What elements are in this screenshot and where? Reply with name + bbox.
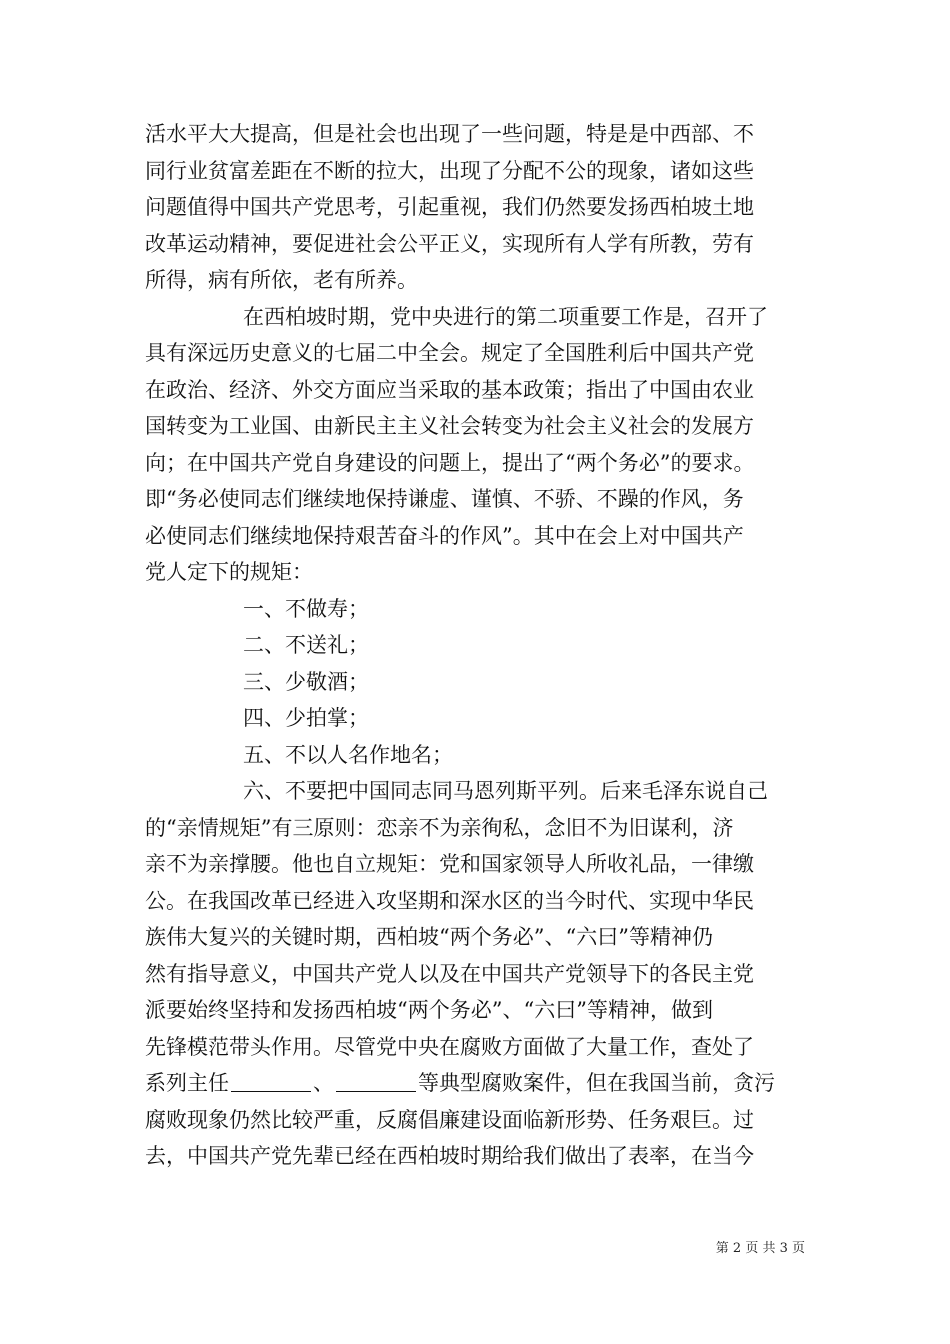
rule-item: 三、少敬酒； bbox=[243, 669, 369, 694]
rule-item: 五、不以人名作地名； bbox=[243, 742, 453, 767]
text-line: 在西柏坡时期，党中央进行的第二项重要工作是，召开了 bbox=[243, 304, 768, 329]
paragraph-3 bbox=[145, 773, 807, 1175]
document-body bbox=[145, 116, 807, 1175]
text-line-with-blanks bbox=[145, 1065, 807, 1102]
rule-item: 二、不送礼； bbox=[243, 633, 369, 657]
fill-in-blank bbox=[336, 1069, 416, 1092]
text-line: 即“务必使同志们继续地保持谦虚、谨慎、不骄、不躁的作风，务 bbox=[145, 487, 744, 511]
text-line: 腐败现象仍然比较严重，反腐倡廉建设面临新形势、任务艰巨。过 bbox=[145, 1107, 754, 1132]
rule-item: 一、不做寿； bbox=[243, 596, 369, 621]
text-line: 亲不为亲撑腰。他也自立规矩：党和国家领导人所收礼品，一律缴 bbox=[145, 852, 754, 876]
paragraph-2 bbox=[145, 299, 807, 591]
text-line: 党人定下的规矩： bbox=[145, 560, 313, 584]
rules-list bbox=[145, 591, 807, 774]
page-number-footer: 第 2 页 共 3 页 bbox=[715, 1241, 805, 1256]
text-line: 公。在我国改革已经进入攻坚期和深水区的当今时代、实现中华民 bbox=[145, 888, 754, 913]
text-line: 改革运动精神，要促进社会公平正义，实现所有人学有所教，劳有 bbox=[145, 231, 754, 256]
text-line: 六、不要把中国同志同马恩列斯平列。后来毛泽东说自己 bbox=[243, 779, 768, 803]
text-line: 同行业贫富差距在不断的拉大，出现了分配不公的现象，诸如这些 bbox=[145, 158, 754, 183]
blank-separator: 、 bbox=[313, 1071, 334, 1095]
text-line: 先锋模范带头作用。尽管党中央在腐败方面做了大量工作，查处了 bbox=[145, 1034, 754, 1059]
blank-line-prefix: 系列主任 bbox=[145, 1071, 229, 1095]
paragraph-1 bbox=[145, 116, 807, 299]
text-line: 的“亲情规矩”有三原则：恋亲不为亲徇私，念旧不为旧谋利，济 bbox=[145, 815, 734, 840]
fill-in-blank bbox=[231, 1069, 311, 1092]
blank-line-suffix: 等典型腐败案件，但在我国当前，贪污 bbox=[418, 1071, 775, 1095]
text-line: 活水平大大提高，但是社会也出现了一些问题，特是是中西部、不 bbox=[145, 122, 754, 146]
text-line: 族伟大复兴的关键时期，西柏坡“两个务必”、“六曰”等精神仍 bbox=[145, 925, 713, 949]
text-line: 然有指导意义，中国共产党人以及在中国共产党领导下的各民主党 bbox=[145, 961, 754, 986]
text-line: 派要始终坚持和发扬西柏坡“两个务必”、“六曰”等精神，做到 bbox=[145, 998, 713, 1022]
text-line: 问题值得中国共产党思考，引起重视，我们仍然要发扬西柏坡土地 bbox=[145, 195, 754, 219]
text-line: 国转变为工业国、由新民主主义社会转变为社会主义社会的发展方 bbox=[145, 414, 754, 438]
text-line: 在政治、经济、外交方面应当采取的基本政策；指出了中国由农业 bbox=[145, 377, 754, 402]
text-line: 必使同志们继续地保持艰苦奋斗的作风”。其中在会上对中国共产 bbox=[145, 523, 744, 548]
text-line: 所得，病有所依，老有所养。 bbox=[145, 268, 418, 292]
text-line: 去，中国共产党先辈已经在西柏坡时期给我们做出了表率，在当今 bbox=[145, 1144, 754, 1168]
text-line: 向；在中国共产党自身建设的问题上，提出了“两个务必”的要求。 bbox=[145, 450, 755, 475]
text-line: 具有深远历史意义的七届二中全会。规定了全国胜利后中国共产党 bbox=[145, 341, 754, 365]
rule-item: 四、少拍掌； bbox=[243, 706, 369, 730]
